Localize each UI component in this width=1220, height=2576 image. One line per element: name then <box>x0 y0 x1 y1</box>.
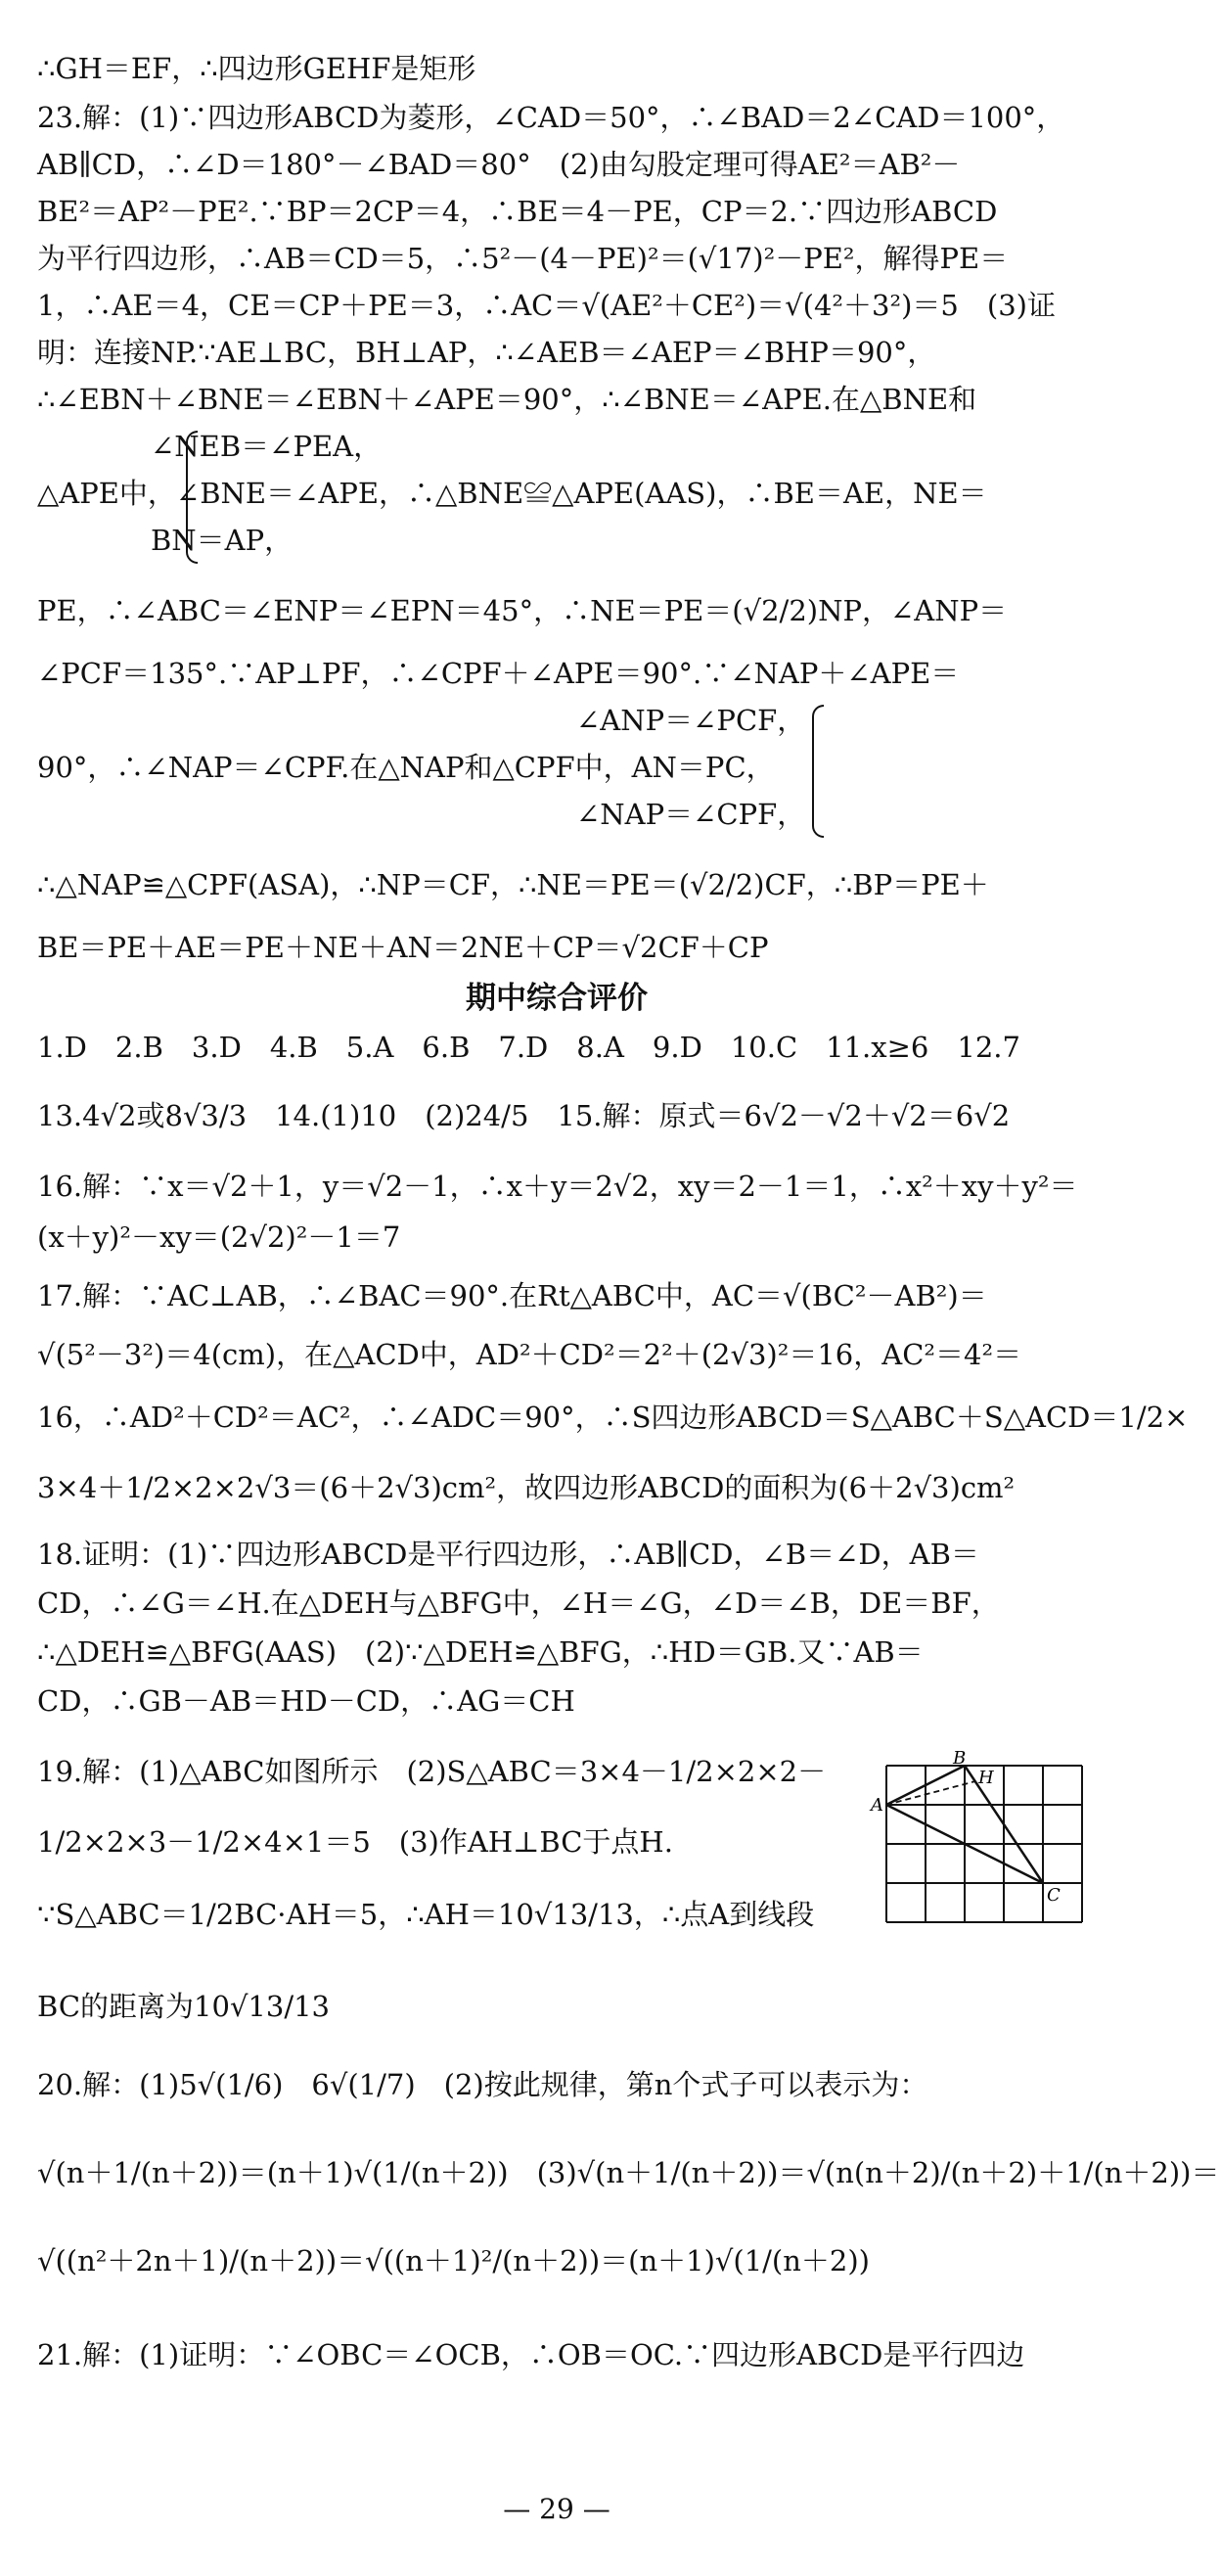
text-line-l26: 16，∴AD²＋CD²＝AC²，∴∠ADC＝90°，∴S四边形ABCD＝S△ABC＋S△ACD＝1/2× <box>37 1401 1189 1434</box>
text-line-l08: ∴∠EBN＋∠BNE＝∠EBN＋∠APE＝90°，∴∠BNE＝∠APE.在△BNE和 <box>37 383 977 416</box>
text-line-l01: ∴GH＝EF，∴四边形GEHF是矩形 <box>37 52 476 85</box>
text-line-l33: 1/2×2×3－1/2×4×1＝5 (3)作AH⊥BC于点H. <box>37 1825 673 1859</box>
text-line-l15: 90°，∴∠NAP＝∠CPF.在△NAP和△CPF中，AN＝PC， <box>37 751 775 784</box>
altitude-ah <box>886 1781 975 1805</box>
grid-figure <box>871 1748 1086 1959</box>
text-line-l35: BC的距离为10√13/13 <box>37 1990 330 2023</box>
label-a: A <box>871 1795 883 1816</box>
text-line-l09: ∠NEB＝∠PEA， <box>37 430 383 463</box>
text-line-l10: △APE中，∠BNE＝∠APE，∴△BNE≌△APE(AAS)，∴BE＝AE，NE＝ <box>37 477 987 510</box>
text-line-l04: BE²＝AP²－PE².∵BP＝2CP＝4，∴BE＝4－PE，CP＝2.∵四边形ABCD <box>37 195 998 228</box>
text-line-l02: 23.解：(1)∵四边形ABCD为菱形，∠CAD＝50°，∴∠BAD＝2∠CAD＝100°， <box>37 101 1065 134</box>
label-h: H <box>978 1768 994 1788</box>
brace-2 <box>812 705 824 838</box>
text-line-l39: 21.解：(1)证明：∵∠OBC＝∠OCB，∴OB＝OC.∵四边形ABCD是平行四边 <box>37 2338 1025 2371</box>
text-line-l18: BE＝PE＋AE＝PE＋NE＋AN＝2NE＋CP＝√2CF＋CP <box>37 931 769 964</box>
text-line-l03: AB∥CD，∴∠D＝180°－∠BAD＝80° (2)由勾股定理可得AE²＝AB²－ <box>37 148 961 181</box>
text-line-l29: CD，∴∠G＝∠H.在△DEH与△BFG中，∠H＝∠G，∠D＝∠B，DE＝BF， <box>37 1587 1000 1620</box>
text-line-l30: ∴△DEH≌△BFG(AAS) (2)∵△DEH≌△BFG，∴HD＝GB.又∵AB＝ <box>37 1635 924 1669</box>
text-line-l23: (x＋y)²－xy＝(2√2)²－1＝7 <box>37 1220 401 1254</box>
text-line-l13: ∠PCF＝135°.∵AP⊥PF，∴∠CPF＋∠APE＝90°.∵∠NAP＋∠APE＝ <box>37 657 960 690</box>
text-line-l14: ∠ANP＝∠PCF， <box>37 704 806 737</box>
text-line-l37: √(n＋1/(n＋2))＝(n＋1)√(1/(n＋2)) (3)√(n＋1/(n＋2))＝√(n(n＋2)/(n＋2)＋1/(n＋2))＝ <box>37 2156 1220 2189</box>
text-line-l24: 17.解：∵AC⊥AB，∴∠BAC＝90°.在Rt△ABC中，AC＝√(BC²－AB²)＝ <box>37 1279 987 1312</box>
text-line-l16: ∠NAP＝∠CPF， <box>37 798 806 831</box>
text-line-l28: 18.证明：(1)∵四边形ABCD是平行四边形，∴AB∥CD，∠B＝∠D，AB＝ <box>37 1538 979 1571</box>
text-line-l11: BN＝AP， <box>37 524 294 557</box>
brace-1 <box>186 431 198 564</box>
page-number: — 29 — <box>503 2493 610 2525</box>
text-line-l38: √((n²＋2n＋1)/(n＋2))＝√((n＋1)²/(n＋2))＝(n＋1)√(1/(n＋2)) <box>37 2244 870 2277</box>
text-line-l20: 1.D 2.B 3.D 4.B 5.A 6.B 7.D 8.A 9.D 10.C 11.x≥6 12.7 <box>37 1031 1020 1064</box>
text-line-l34: ∵S△ABC＝1/2BC·AH＝5，∴AH＝10√13/13，∴点A到线段 <box>37 1898 815 1931</box>
section-title: 期中综合评价 <box>466 981 648 1016</box>
text-line-l27: 3×4＋1/2×2×2√3＝(6＋2√3)cm²，故四边形ABCD的面积为(6＋2√3)cm² <box>37 1471 1016 1504</box>
text-line-l17: ∴△NAP≌△CPF(ASA)，∴NP＝CF，∴NE＝PE＝(√2/2)CF，∴BP＝PE＋ <box>37 868 989 901</box>
text-line-l31: CD，∴GB－AB＝HD－CD，∴AG＝CH <box>37 1684 575 1718</box>
text-line-l06: 1，∴AE＝4，CE＝CP＋PE＝3，∴AC＝√(AE²＋CE²)＝√(4²＋3²)＝5 (3)证 <box>37 289 1056 322</box>
text-line-l21: 13.4√2或8√3/3 14.(1)10 (2)24/5 15.解：原式＝6√2－√2＋√2＝6√2 <box>37 1099 1011 1132</box>
text-line-l12: PE，∴∠ABC＝∠ENP＝∠EPN＝45°，∴NE＝PE＝(√2/2)NP，∠ANP＝ <box>37 594 1008 627</box>
grid-diagram <box>871 1748 1086 1959</box>
text-line-l07: 明：连接NP.∵AE⊥BC，BH⊥AP，∴∠AEB＝∠AEP＝∠BHP＝90°， <box>37 336 936 369</box>
text-line-l25: √(5²－3²)＝4(cm)，在△ACD中，AD²＋CD²＝2²＋(2√3)²＝16，AC²＝4²＝ <box>37 1338 1022 1371</box>
text-line-l05: 为平行四边形，∴AB＝CD＝5，∴5²－(4－PE)²＝(√17)²－PE²，解得PE＝ <box>37 242 1009 275</box>
label-b: B <box>953 1748 967 1769</box>
text-line-l32: 19.解：(1)△ABC如图所示 (2)S△ABC＝3×4－1/2×2×2－ <box>37 1755 827 1788</box>
text-line-l22: 16.解：∵x＝√2＋1，y＝√2－1，∴x＋y＝2√2，xy＝2－1＝1，∴x²＋xy＋y²＝ <box>37 1170 1078 1203</box>
text-line-l36: 20.解：(1)5√(1/6) 6√(1/7) (2)按此规律，第n个式子可以表示为： <box>37 2068 928 2101</box>
label-c: C <box>1047 1885 1061 1906</box>
